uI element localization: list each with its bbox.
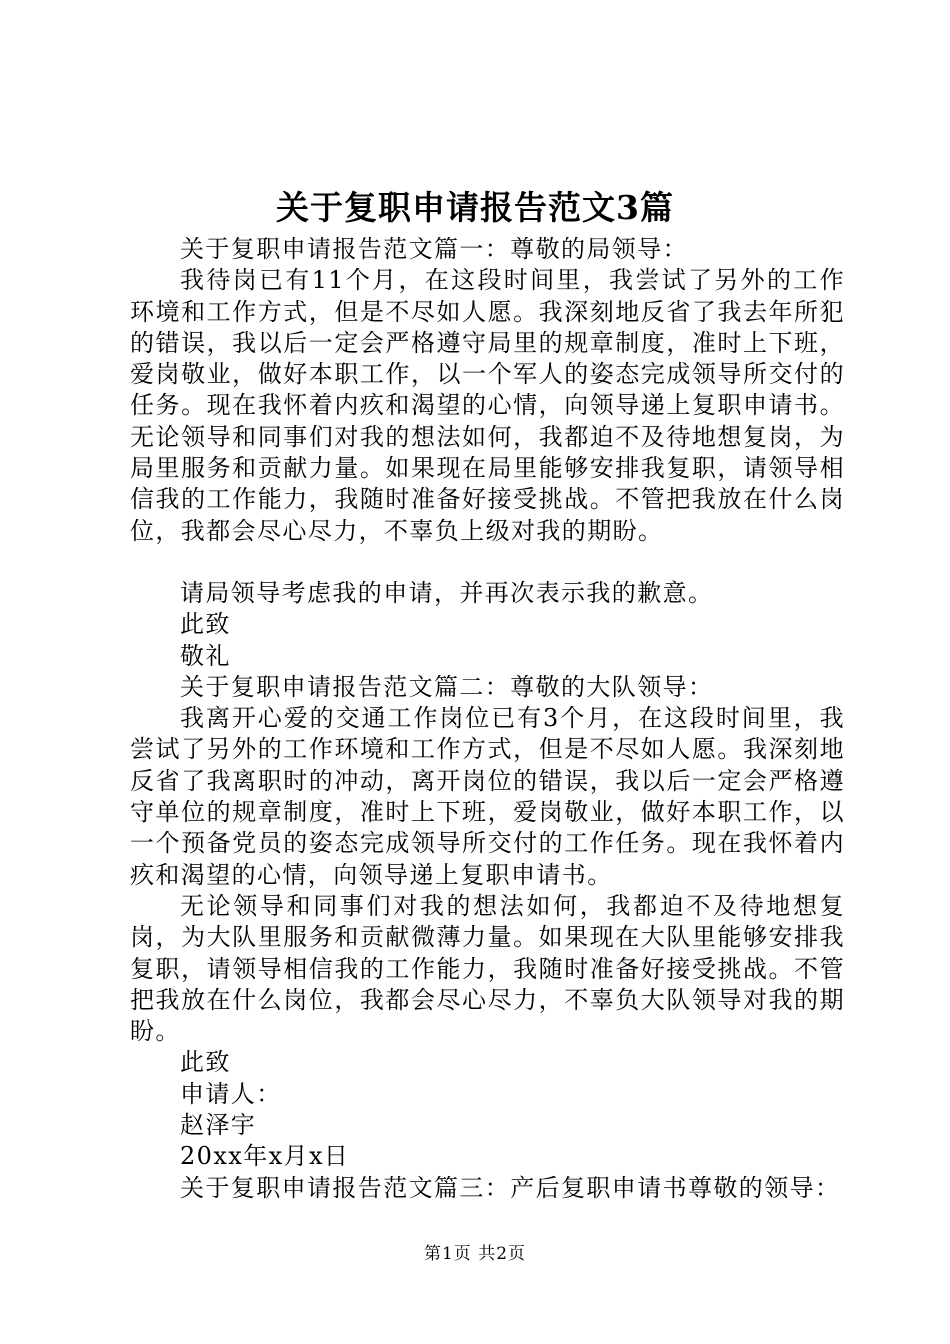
body-paragraph: 我待岗已有11个月，在这段时间里，我尝试了另外的工作环境和工作方式，但是不尽如人愿。我深刻地反省了我去年所犯的错误，我以后一定会严格遵守局里的规章制度，准时上下班，爱岗敬业，做好本职工作，以一个军人的姿态完成领导所交付的任务。现在我怀着内疚和渴望的心情，向领导递上复职申请书。无论领导和同事们对我的想法如何，我都迫不及待地想复岗，为局里服务和贡献力量。如果现在局里能够安排我复职，请领导相信我的工作能力，我随时准备好接受挑战。不管把我放在什么岗位，我都会尽心尽力，不辜负上级对我的期盼。: [130, 266, 845, 545]
body-line: 关于复职申请报告范文篇三：产后复职申请书尊敬的领导：: [180, 1173, 841, 1202]
body-line: 赵泽宇: [180, 1111, 257, 1140]
page-footer: 第1页 共2页: [423, 1244, 527, 1264]
paragraph-gap: [130, 547, 845, 578]
body-line: 20xx年x月x日: [180, 1142, 350, 1171]
body-line: 关于复职申请报告范文篇一：尊敬的局领导：: [180, 235, 688, 263]
body-paragraph: 我离开心爱的交通工作岗位已有3个月，在这段时间里，我尝试了另外的工作环境和工作方式，但是不尽如人愿。我深刻地反省了我离职时的冲动，离开岗位的错误，我以后一定会严格遵守单位的规章制度，准时上下班，爱岗敬业，做好本职工作，以一个预备党员的姿态完成领导所交付的工作任务。现在我怀着内疚和渴望的心情，向领导递上复职申请书。: [130, 704, 845, 889]
document-title: 关于复职申请报告范文3篇: [276, 188, 674, 227]
body-line: 此致: [180, 1048, 231, 1077]
body-line: 敬礼: [180, 641, 231, 670]
body-line: 此致: [180, 610, 231, 639]
body-paragraph: 无论领导和同事们对我的想法如何，我都迫不及待地想复岗，为大队里服务和贡献微薄力量。如果现在大队里能够安排我复职，请领导相信我的工作能力，我随时准备好接受挑战。不管把我放在什么岗位，我都会尽心尽力，不辜负大队领导对我的期盼。: [130, 891, 845, 1046]
body-line: 请局领导考虑我的申请，并再次表示我的歉意。: [180, 578, 714, 607]
document-body: [130, 234, 845, 1204]
body-line: 关于复职申请报告范文篇二：尊敬的大队领导：: [180, 672, 714, 701]
body-line: 申请人：: [180, 1079, 282, 1108]
